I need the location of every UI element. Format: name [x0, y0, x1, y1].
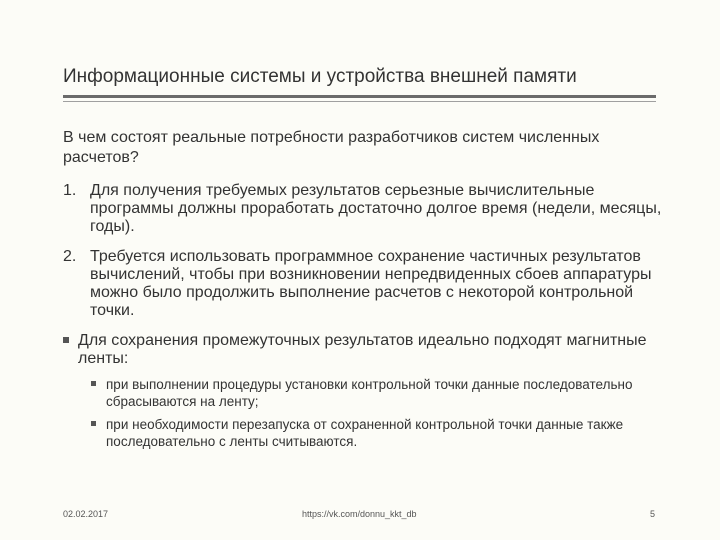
sub-bullet-text: при выполнении процедуры установки контрольной точки данные последовательно сбрасываются на ленту;: [106, 377, 633, 409]
item-text: Требуется использовать программное сохранение частичных результатов вычислений, чтобы при возникновении непредвиденных сбоев аппаратуры можно было продолжить выполнение расчетов с некоторой контрольной точки.: [90, 248, 652, 319]
square-bullet-icon: [63, 337, 69, 343]
footer-date: 02.02.2017: [63, 509, 109, 519]
bullet-item: [63, 332, 663, 368]
numbered-list: [63, 182, 663, 320]
item-text: Для получения требуемых результатов серьезные вычислительные программы должны проработать достаточно долгое время (недели, месяцы, годы).: [90, 182, 662, 235]
footer-page-number: 5: [650, 509, 656, 519]
square-bullet-icon: [91, 421, 96, 426]
square-bullet-icon: [91, 381, 96, 386]
title-divider-thin: [63, 101, 656, 102]
sub-bullet-item: [91, 416, 663, 450]
footer-url: https://vk.com/donnu_kkt_db: [302, 509, 417, 519]
slide-content: [63, 128, 663, 456]
bullet-text: Для сохранения промежуточных результатов идеально подходят магнитные ленты:: [78, 332, 647, 367]
sub-bullet-list: [91, 376, 663, 450]
question-text: В чем состоят реальные потребности разработчиков систем численных расчетов?: [63, 129, 600, 166]
item-number: 1.: [63, 182, 77, 199]
numbered-item: [63, 182, 663, 236]
item-number: 2.: [63, 248, 77, 265]
title-divider: [63, 95, 656, 98]
sub-bullet-text: при необходимости перезапуска от сохраненной контрольной точки данные также последовательно с ленты считываются.: [106, 417, 624, 449]
numbered-item: [63, 248, 663, 320]
slide-title: Информационные системы и устройства внешней памяти: [63, 66, 577, 87]
sub-bullet-item: [91, 376, 663, 410]
